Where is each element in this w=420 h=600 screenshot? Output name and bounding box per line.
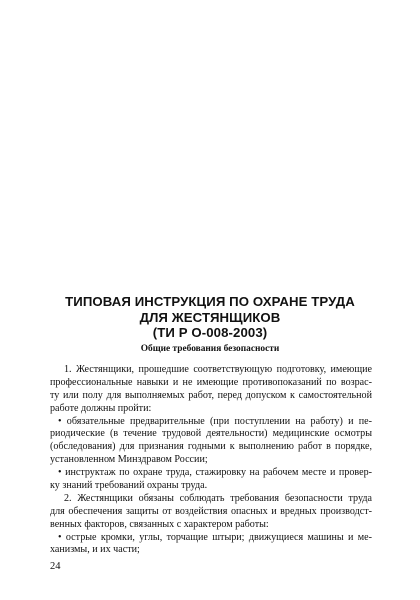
body-line: ханизмы, и их части; [50, 544, 140, 556]
body-line: риодические (в течение трудовой деятельности) медицинские осмотры [50, 428, 372, 440]
title-line-3: (ТИ Р О-008-2003) [152, 325, 268, 340]
bullet-line: • инструктаж по охране труда, стажировку на рабочем месте и провер- [58, 467, 372, 479]
body-line: ту или полу для выполняемых работ, перед допуском к самостоятельной [50, 389, 372, 401]
body-line: установленном Минздравом России; [50, 454, 208, 466]
bullet-line: • острые кромки, углы, торчащие штыри; движущиеся машины и ме- [58, 531, 372, 543]
body-line: 2. Жестянщики обязаны соблюдать требования безопасности труда [64, 492, 372, 504]
body-line: для обеспечения защиты от воздействия опасных и вредных производст- [50, 505, 372, 517]
body-line: работе должны пройти: [50, 402, 152, 414]
body-text [50, 364, 372, 557]
title-line-1: ТИПОВАЯ ИНСТРУКЦИЯ ПО ОХРАНЕ ТРУДА [65, 294, 355, 309]
document-title [0, 294, 420, 341]
title-line-2: ДЛЯ ЖЕСТЯНЩИКОВ [139, 309, 281, 325]
page-number: 24 [50, 561, 61, 572]
body-line: венных факторов, связанных с характером работы: [50, 518, 269, 530]
body-line: профессиональные навыки и не имеющие противопоказаний по возрас- [50, 376, 372, 388]
bullet-line: • обязательные предварительные (при поступлении на работу) и пе- [58, 415, 372, 427]
body-line: (обследования) для признания годными к выполнению работ в порядке, [50, 441, 372, 453]
body-line: 1. Жестянщики, прошедшие соответствующую подготовку, имеющие [64, 364, 372, 375]
body-line: ку знаний требований охраны труда. [50, 480, 208, 492]
section-heading: Общие требования безопасности [140, 344, 280, 354]
